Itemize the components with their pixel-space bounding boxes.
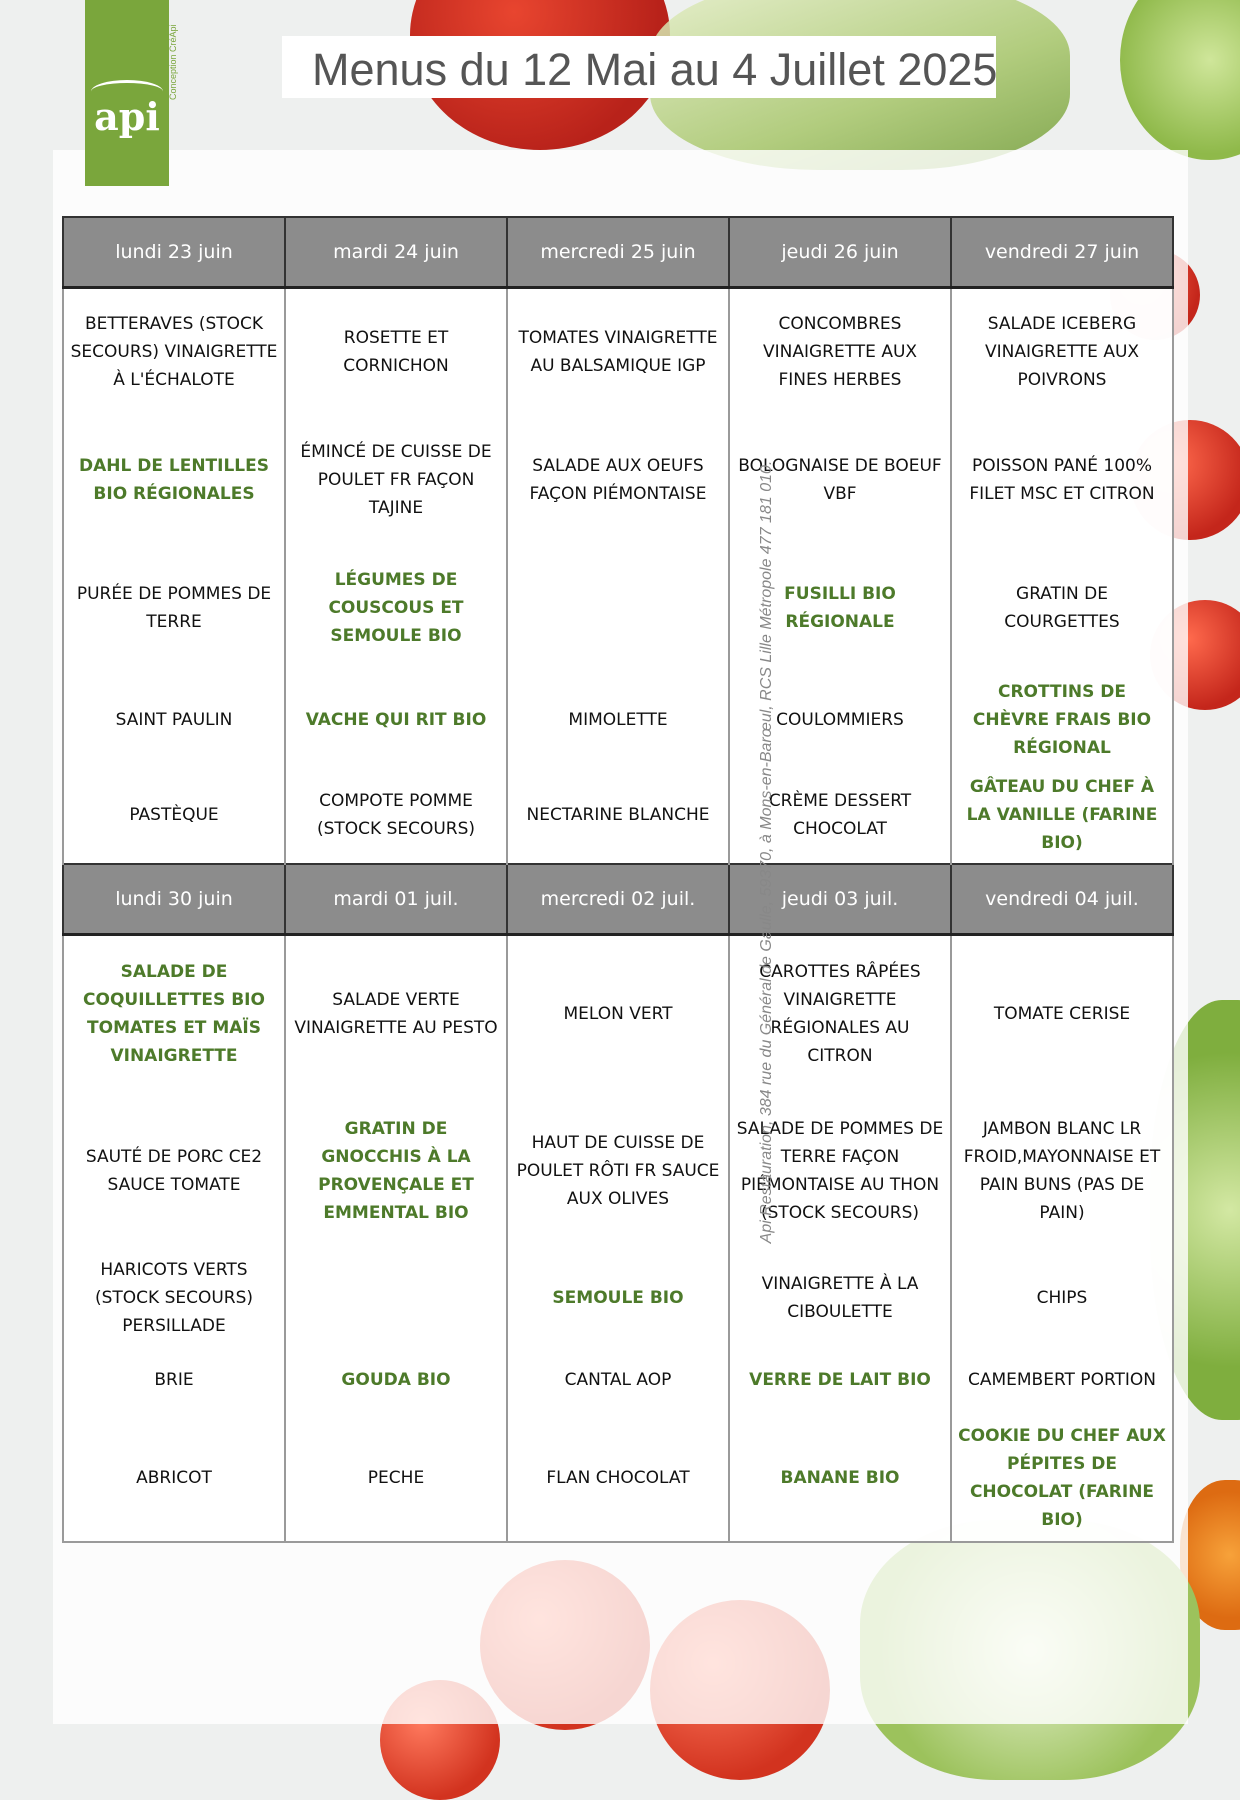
day-header: lundi 23 juin — [63, 217, 285, 288]
menu-cell: SEMOULE BIO — [507, 1250, 729, 1346]
menu-cell: ABRICOT — [63, 1414, 285, 1542]
menu-cell: GRATIN DE GNOCCHIS À LA PROVENÇALE ET EMMENTAL BIO — [285, 1092, 507, 1250]
menu-cell: BRIE — [63, 1346, 285, 1414]
menu-row — [63, 1346, 1173, 1414]
menu-cell: SALADE ICEBERG VINAIGRETTE AUX POIVRONS — [951, 288, 1173, 416]
menu-cell: MIMOLETTE — [507, 672, 729, 768]
menu-cell: SAINT PAULIN — [63, 672, 285, 768]
menu-cell: TOMATES VINAIGRETTE AU BALSAMIQUE IGP — [507, 288, 729, 416]
menu-cell — [285, 1250, 507, 1346]
day-header: jeudi 03 juil. — [729, 864, 951, 935]
page-title: Menus du 12 Mai au 4 Juillet 2025 — [312, 44, 998, 95]
menu-cell: CRÈME DESSERT CHOCOLAT — [729, 768, 951, 864]
day-header: mercredi 25 juin — [507, 217, 729, 288]
menu-cell: GOUDA BIO — [285, 1346, 507, 1414]
menu-row — [63, 1250, 1173, 1346]
day-header: jeudi 26 juin — [729, 217, 951, 288]
menu-cell: PURÉE DE POMMES DE TERRE — [63, 544, 285, 672]
menu-cell: HARICOTS VERTS (STOCK SECOURS) PERSILLADE — [63, 1250, 285, 1346]
menu-cell: BOLOGNAISE DE BOEUF VBF — [729, 416, 951, 544]
menu-cell: TOMATE CERISE — [951, 934, 1173, 1092]
logo-text: api — [94, 94, 160, 139]
week-header-row — [63, 864, 1173, 935]
menu-cell: HAUT DE CUISSE DE POULET RÔTI FR SAUCE AUX OLIVES — [507, 1092, 729, 1250]
logo-credit: Conception CréApi — [168, 24, 178, 100]
menu-row — [63, 934, 1173, 1092]
menu-cell: SALADE DE POMMES DE TERRE FAÇON PIÉMONTAISE AU THON (STOCK SECOURS) — [729, 1092, 951, 1250]
menu-cell: COMPOTE POMME (STOCK SECOURS) — [285, 768, 507, 864]
legal-credit: Api Restauration, 384 rue du Général de Gaulle, 59370, à Mons-en-Barœul, RCS Lille Métropole 477 181 010. — [758, 460, 775, 1244]
menu-row — [63, 672, 1173, 768]
menu-cell: CROTTINS DE CHÈVRE FRAIS BIO RÉGIONAL — [951, 672, 1173, 768]
menu-cell: CAROTTES RÂPÉES VINAIGRETTE RÉGIONALES AU CITRON — [729, 934, 951, 1092]
week-header-row — [63, 217, 1173, 288]
menu-row — [63, 768, 1173, 864]
day-header: lundi 30 juin — [63, 864, 285, 935]
menu-cell: SAUTÉ DE PORC CE2 SAUCE TOMATE — [63, 1092, 285, 1250]
menu-row — [63, 288, 1173, 416]
menu-cell: LÉGUMES DE COUSCOUS ET SEMOULE BIO — [285, 544, 507, 672]
menu-cell: CAMEMBERT PORTION — [951, 1346, 1173, 1414]
menu-cell: GÂTEAU DU CHEF À LA VANILLE (FARINE BIO) — [951, 768, 1173, 864]
menu-cell: VACHE QUI RIT BIO — [285, 672, 507, 768]
day-header: vendredi 27 juin — [951, 217, 1173, 288]
menu-cell: CONCOMBRES VINAIGRETTE AUX FINES HERBES — [729, 288, 951, 416]
menu-cell: FLAN CHOCOLAT — [507, 1414, 729, 1542]
lettuce-decoration — [1120, 0, 1240, 160]
menu-cell: SALADE AUX OEUFS FAÇON PIÉMONTAISE — [507, 416, 729, 544]
menu-row — [63, 1092, 1173, 1250]
menu-cell: CHIPS — [951, 1250, 1173, 1346]
day-header: mercredi 02 juil. — [507, 864, 729, 935]
menu-cell: VERRE DE LAIT BIO — [729, 1346, 951, 1414]
menu-cell: SALADE DE COQUILLETTES BIO TOMATES ET MAÏS VINAIGRETTE — [63, 934, 285, 1092]
day-header: mardi 24 juin — [285, 217, 507, 288]
menu-cell: POISSON PANÉ 100% FILET MSC ET CITRON — [951, 416, 1173, 544]
menu-cell: NECTARINE BLANCHE — [507, 768, 729, 864]
menu-cell: BANANE BIO — [729, 1414, 951, 1542]
menu-cell: PASTÈQUE — [63, 768, 285, 864]
menu-cell: FUSILLI BIO RÉGIONALE — [729, 544, 951, 672]
menu-cell: GRATIN DE COURGETTES — [951, 544, 1173, 672]
title-box — [282, 36, 996, 98]
menu-cell: MELON VERT — [507, 934, 729, 1092]
menu-cell: CANTAL AOP — [507, 1346, 729, 1414]
menu-cell: ROSETTE ET CORNICHON — [285, 288, 507, 416]
menu-cell: BETTERAVES (STOCK SECOURS) VINAIGRETTE À L'ÉCHALOTE — [63, 288, 285, 416]
menu-row — [63, 544, 1173, 672]
menu-table — [62, 216, 1174, 1543]
menu-cell: SALADE VERTE VINAIGRETTE AU PESTO — [285, 934, 507, 1092]
menu-cell: JAMBON BLANC LR FROID,MAYONNAISE ET PAIN BUNS (PAS DE PAIN) — [951, 1092, 1173, 1250]
menu-cell: ÉMINCÉ DE CUISSE DE POULET FR FAÇON TAJINE — [285, 416, 507, 544]
menu-cell: DAHL DE LENTILLES BIO RÉGIONALES — [63, 416, 285, 544]
menu-cell — [507, 544, 729, 672]
menu-row — [63, 416, 1173, 544]
day-header: mardi 01 juil. — [285, 864, 507, 935]
menu-cell: VINAIGRETTE À LA CIBOULETTE — [729, 1250, 951, 1346]
api-logo — [85, 0, 169, 186]
menu-cell: COOKIE DU CHEF AUX PÉPITES DE CHOCOLAT (FARINE BIO) — [951, 1414, 1173, 1542]
menu-cell: PECHE — [285, 1414, 507, 1542]
menu-row — [63, 1414, 1173, 1542]
menu-cell: COULOMMIERS — [729, 672, 951, 768]
day-header: vendredi 04 juil. — [951, 864, 1173, 935]
